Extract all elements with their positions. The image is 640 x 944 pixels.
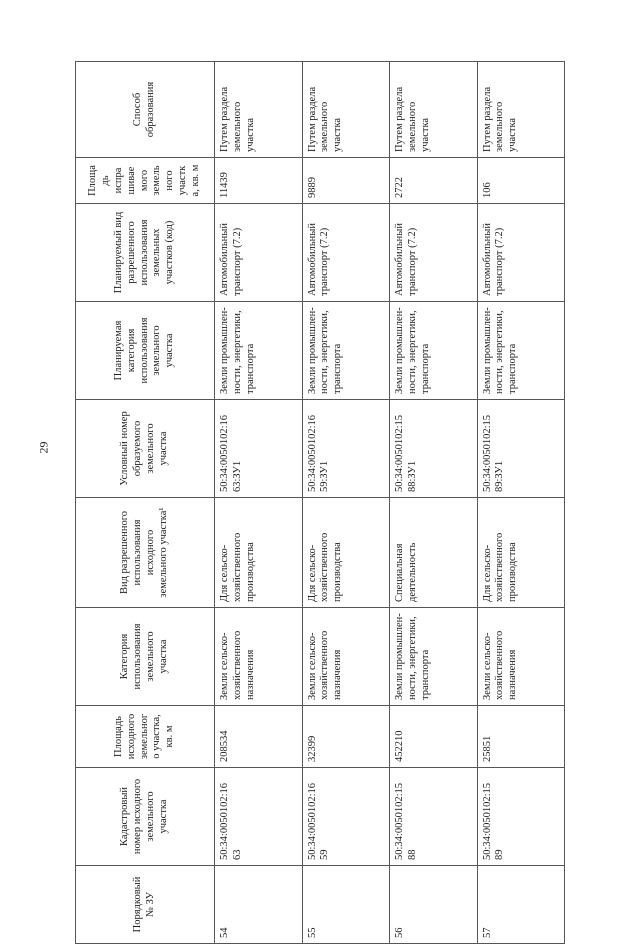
table-cell: Земли сельско-хозяйственного назначения bbox=[215, 608, 303, 706]
table-row bbox=[302, 62, 390, 944]
header-cell: Кадастровый номер исходного земельного участка bbox=[76, 768, 215, 866]
header-cell: Способ образования bbox=[76, 62, 215, 158]
table-cell: Земли промышлен-ности, энергетики, транспорта bbox=[302, 302, 390, 400]
header-cell: Категория использования земельного участка bbox=[76, 608, 215, 706]
table-cell: 56 bbox=[390, 866, 478, 944]
table-cell: Специальная деятельность bbox=[390, 498, 478, 608]
table-row bbox=[477, 62, 565, 944]
table-cell: Путем раздела земельного участка bbox=[477, 62, 565, 158]
table-cell: 11439 bbox=[215, 158, 303, 204]
header-cell: Площадь исходного земельного участка, кв. м bbox=[76, 706, 215, 768]
table-cell: 32399 bbox=[302, 706, 390, 768]
table-cell: 50:34:0050102:16 59:ЗУ1 bbox=[302, 400, 390, 498]
table-cell: 50:34:0050102:15 88 bbox=[390, 768, 478, 866]
table-cell: 50:34:0050102:16 63:ЗУ1 bbox=[215, 400, 303, 498]
table-cell: 9889 bbox=[302, 158, 390, 204]
table-cell: Для сельско-хозяйственного производства bbox=[477, 498, 565, 608]
table-cell: Путем раздела земельного участка bbox=[390, 62, 478, 158]
table-cell: 50:34:0050102:15 88:ЗУ1 bbox=[390, 400, 478, 498]
table-rotation-wrapper bbox=[75, 61, 565, 938]
table-row bbox=[215, 62, 303, 944]
table-cell: 25851 bbox=[477, 706, 565, 768]
page-number: 29 bbox=[36, 441, 51, 454]
table-cell: Автомобильный транспорт (7.2) bbox=[215, 204, 303, 302]
header-cell: Вид разрешенного использования исходного земельного участка¹ bbox=[76, 498, 215, 608]
table-cell: 50:34:0050102:15 89:ЗУ1 bbox=[477, 400, 565, 498]
header-cell: Планируемый вид разрешенного использования земельных участков (код) bbox=[76, 204, 215, 302]
header-cell: Планируемая категория использования земельного участка bbox=[76, 302, 215, 400]
table-row bbox=[390, 62, 478, 944]
table-cell: Автомобильный транспорт (7.2) bbox=[477, 204, 565, 302]
header-cell: Условный номер образуемого земельного участка bbox=[76, 400, 215, 498]
table-cell: 50:34:0050102:16 59 bbox=[302, 768, 390, 866]
table-cell: Путем раздела земельного участка bbox=[215, 62, 303, 158]
table-cell: Автомобильный транспорт (7.2) bbox=[302, 204, 390, 302]
land-plots-table bbox=[75, 61, 565, 944]
header-cell: Порядковый № ЗУ bbox=[76, 866, 215, 944]
header-cell: Площадь испрашиваемого земельного участка, кв. м bbox=[76, 158, 215, 204]
table-cell: 50:34:0050102:16 63 bbox=[215, 768, 303, 866]
table-cell: Земли сельско-хозяйственного назначения bbox=[302, 608, 390, 706]
table-cell: Земли промышлен-ности, энергетики, транспорта bbox=[215, 302, 303, 400]
table-cell: 55 bbox=[302, 866, 390, 944]
table-cell: 50:34:0050102:15 89 bbox=[477, 768, 565, 866]
table-cell: 2722 bbox=[390, 158, 478, 204]
table-cell: 54 bbox=[215, 866, 303, 944]
table-cell: Автомобильный транспорт (7.2) bbox=[390, 204, 478, 302]
table-cell: Земли промышлен-ности, энергетики, транспорта bbox=[390, 302, 478, 400]
table-cell: 208534 bbox=[215, 706, 303, 768]
table-cell: 57 bbox=[477, 866, 565, 944]
table-cell: Для сельско-хозяйственного производства bbox=[302, 498, 390, 608]
table-cell: 106 bbox=[477, 158, 565, 204]
table-cell: Земли промышлен-ности, энергетики, транспорта bbox=[477, 302, 565, 400]
table-cell: Путем раздела земельного участка bbox=[302, 62, 390, 158]
table-header-row bbox=[76, 62, 215, 944]
table-cell: 452210 bbox=[390, 706, 478, 768]
table-cell: Для сельско-хозяйственного производства bbox=[215, 498, 303, 608]
table-cell: Земли сельско-хозяйственного назначения bbox=[477, 608, 565, 706]
table-cell: Земли промышлен-ности, энергетики, транспорта bbox=[390, 608, 478, 706]
